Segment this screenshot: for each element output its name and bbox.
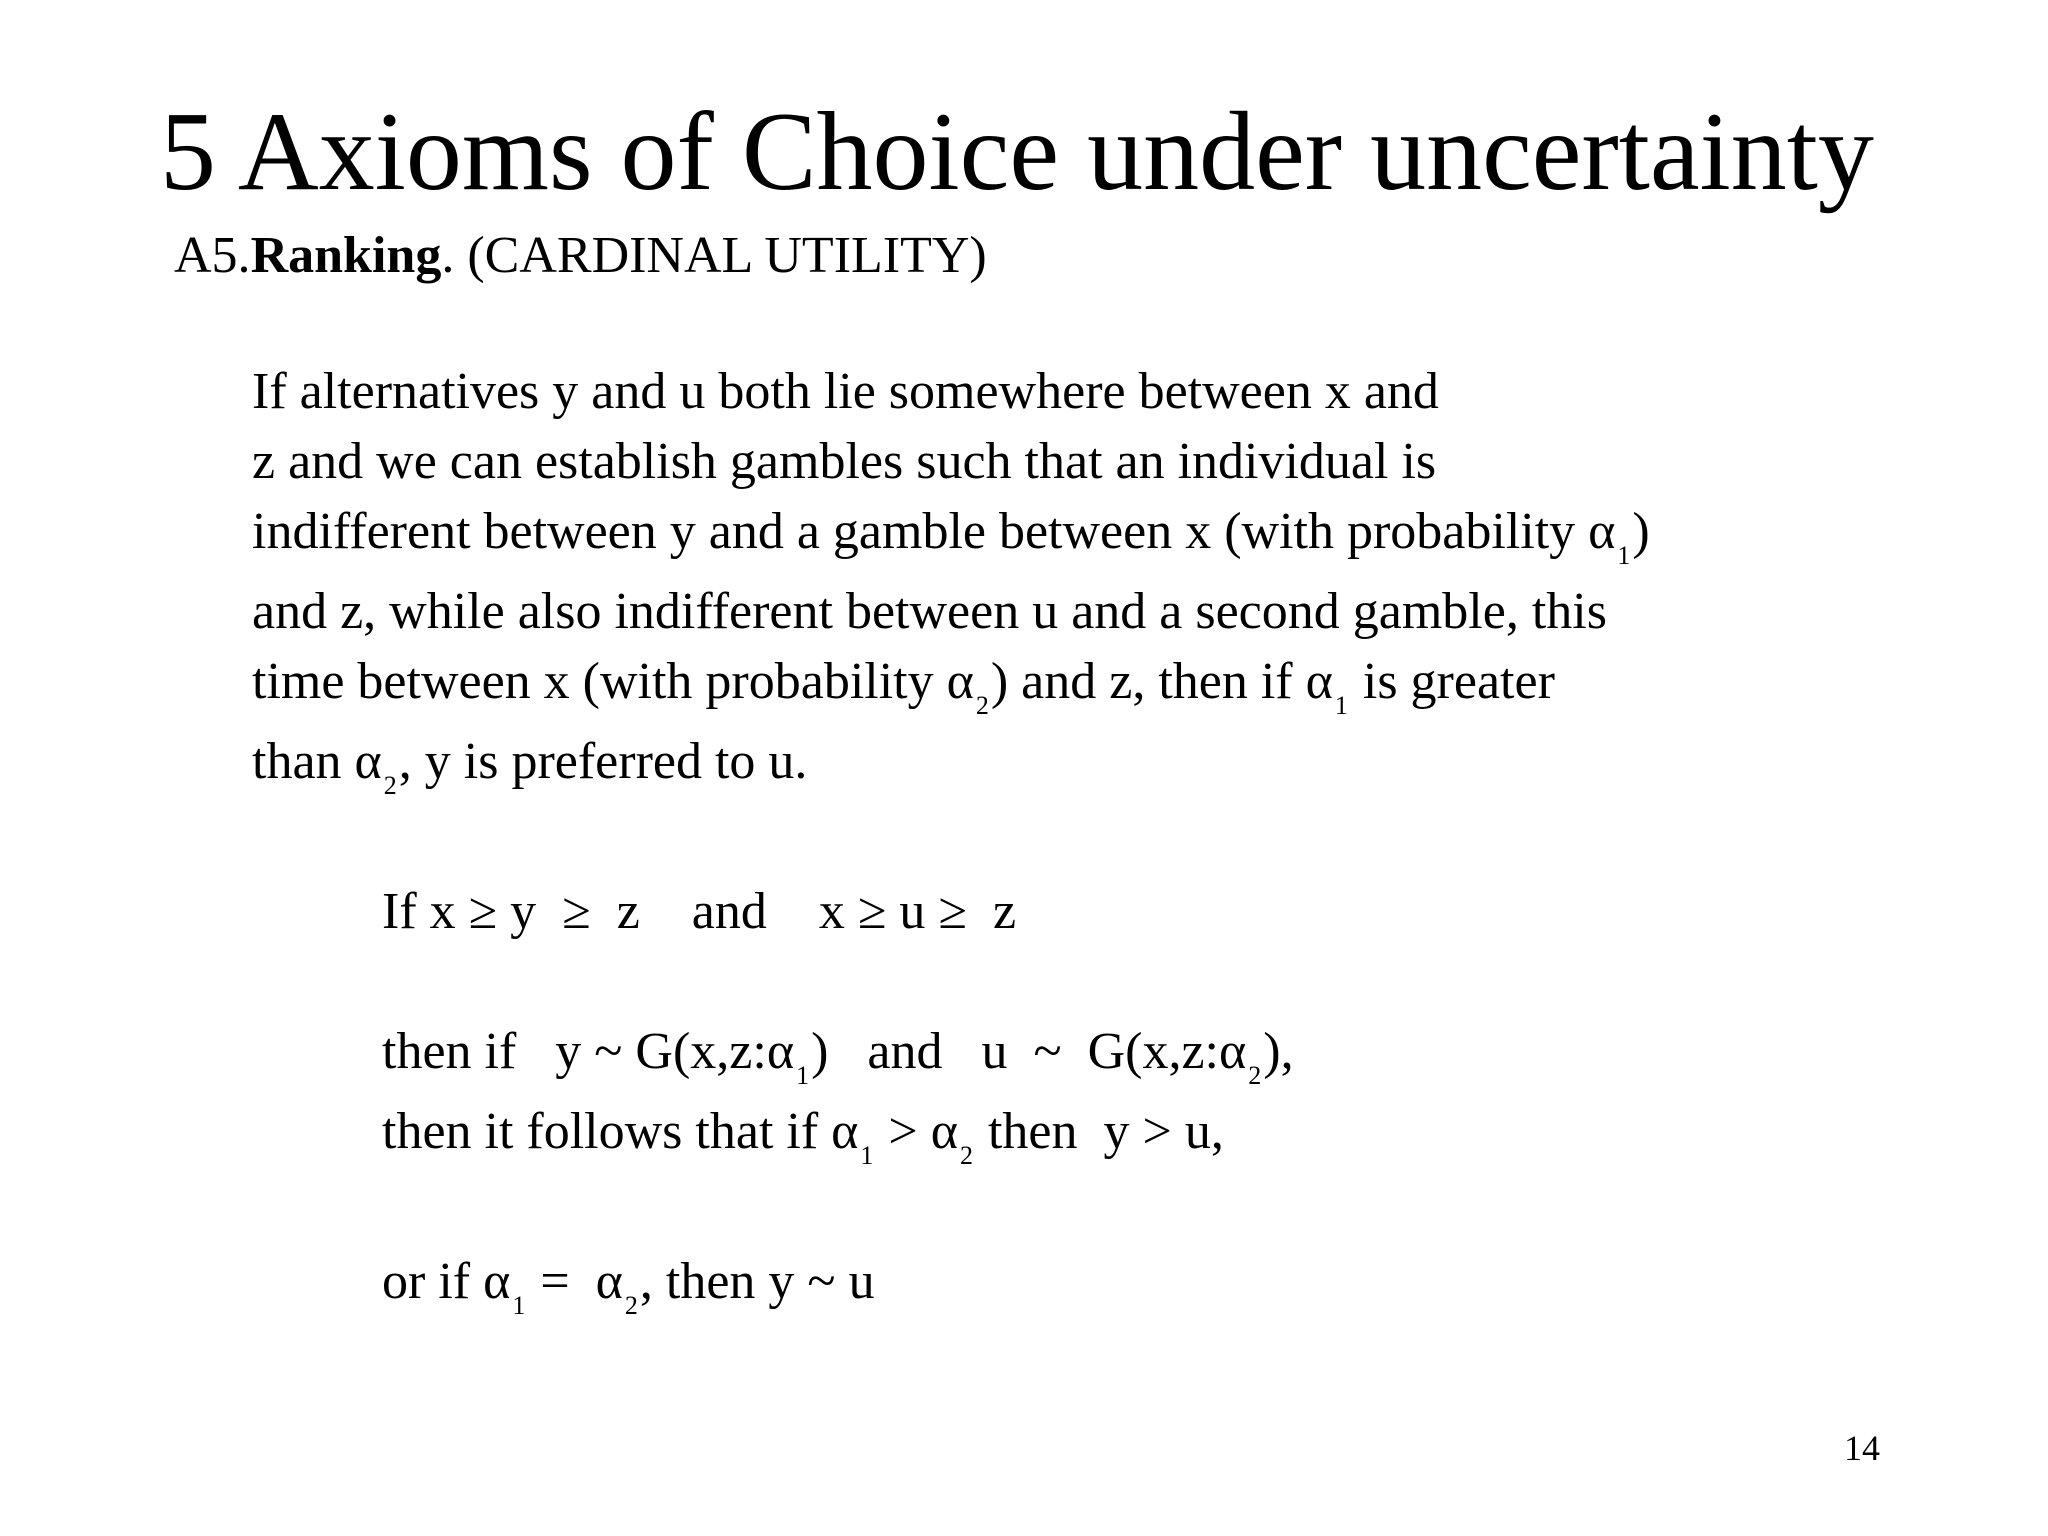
formula-indifference-conclusion bbox=[382, 1252, 875, 1320]
subscript: 2 bbox=[383, 771, 397, 800]
axiom-name: Ranking bbox=[250, 227, 442, 284]
axiom-qualifier: . (CARDINAL UTILITY) bbox=[441, 227, 987, 284]
paragraph-text: than α bbox=[252, 733, 382, 790]
formula-text: then it follows that if α bbox=[382, 1103, 859, 1160]
formula-text: then y > u, bbox=[974, 1103, 1224, 1160]
formula-text: > α bbox=[875, 1103, 958, 1160]
subscript: 1 bbox=[512, 1291, 526, 1320]
subscript: 1 bbox=[796, 1061, 810, 1090]
paragraph-line-2: z and we can establish gambles such that an individual is bbox=[252, 433, 1437, 490]
axiom-number: A5. bbox=[174, 227, 251, 284]
paragraph-text: indifferent between y and a gamble between x (with probability α bbox=[252, 503, 1616, 560]
formula-preference-conclusion bbox=[382, 1102, 1224, 1170]
subscript: 2 bbox=[624, 1291, 638, 1320]
formula-text: or if α bbox=[382, 1253, 511, 1310]
subscript: 2 bbox=[959, 1141, 973, 1170]
formula-text: ), bbox=[1263, 1023, 1294, 1080]
paragraph-text: , y is preferred to u. bbox=[398, 733, 808, 790]
subscript: 2 bbox=[1248, 1061, 1262, 1090]
paragraph-text: ) and z, then if α bbox=[990, 653, 1333, 710]
subscript: 1 bbox=[860, 1141, 874, 1170]
subscript: 2 bbox=[975, 691, 989, 720]
formula-text: ) and u ~ G(x,z:α bbox=[811, 1023, 1247, 1080]
axiom-heading bbox=[174, 226, 987, 286]
formula-indifference bbox=[382, 1022, 1294, 1090]
formula-preference-order: If x ≥ y ≥ z and x ≥ u ≥ z bbox=[382, 883, 1017, 940]
paragraph-line-3 bbox=[252, 502, 1650, 570]
paragraph-text: is greater bbox=[1349, 653, 1555, 710]
formula-text: = α bbox=[527, 1253, 623, 1310]
formula-text: then if y ~ G(x,z:α bbox=[382, 1023, 795, 1080]
paragraph-line-1: If alternatives y and u both lie somewhere between x and bbox=[252, 363, 1439, 420]
subscript: 1 bbox=[1334, 691, 1348, 720]
paragraph-text: time between x (with probability α bbox=[252, 653, 974, 710]
slide-title: 5 Axioms of Choice under uncertainty bbox=[160, 90, 1874, 214]
paragraph-text: ) bbox=[1632, 503, 1650, 560]
subscript: 1 bbox=[1617, 541, 1631, 570]
page-number: 14 bbox=[1844, 1428, 1880, 1468]
formula-text: , then y ~ u bbox=[639, 1253, 875, 1310]
paragraph-line-4: and z, while also indifferent between u and a second gamble, this bbox=[252, 583, 1607, 640]
paragraph-line-5 bbox=[252, 652, 1555, 720]
paragraph-line-6 bbox=[252, 732, 807, 800]
